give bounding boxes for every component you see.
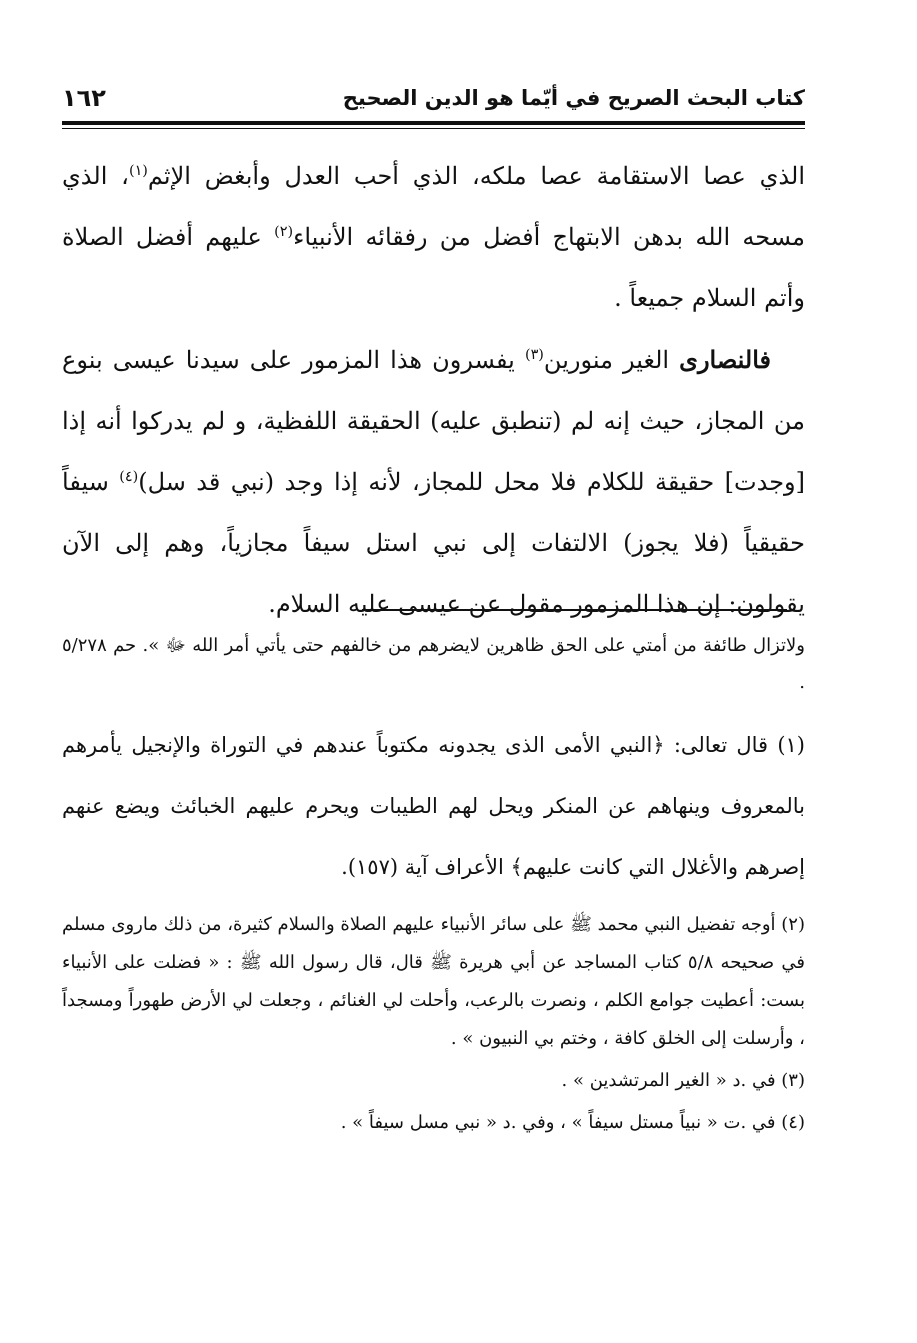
book-title: كتاب البحث الصريح في أيّما هو الدين الصحيح xyxy=(342,86,805,110)
page-number: ١٦٢ xyxy=(62,84,106,112)
footnote-ref-3: (٣) xyxy=(524,347,544,363)
paragraph-2 xyxy=(62,329,805,635)
footnote-3: (٣) في .د « الغير المرتشدين » . xyxy=(561,1070,805,1091)
paragraph-1 xyxy=(62,146,805,329)
footnote-2: (٢) أوجه تفضيل النبي محمد ﷺ على سائر الأنبياء عليهم الصلاة والسلام كثيرة، من ذلك ماروى مسلم في صحيحه ٥/٨ كتاب المساجد عن أبي هريرة ﷺ قال، قال رسول الله ﷺ : « فضلت على الأنبياء بست: أعطيت جوامع الكلم ، ونصرت بالرعب، وأحلت لي الغنائم ، وجعلت لي الأرض طهوراً ومسجداً ، وأرسلت إلى الخلق كافة ، وختم بي النبيون » . xyxy=(62,914,805,1049)
paragraph-2-text-c: سيفاً حقيقياً (فلا يجوز) الالتفات إلى نبي استل سيفاً مجازياً، وهم إلى الآن يقولون: إن هذا المزمور مقول عن عيسى عليه السلام. xyxy=(62,468,805,618)
paragraph-1-text-b: ، الذي مسحه الله بدهن الابتهاج أفضل من رفقائه الأنبياء xyxy=(62,162,805,251)
paragraph-2-text-b: يفسرون هذا المزمور على سيدنا عيسى بنوع من المجاز، حيث إنه لم (تنطبق عليه) الحقيقة اللفظية، و لم يدركوا أنه إذا [وجدت] حقيقة للكلام فلا محل للمجاز، لأنه إذا وجد (نبي قد سل) xyxy=(62,346,805,496)
header-rule-thin xyxy=(62,128,805,129)
paragraph-1-text-a: الذي عصا الاستقامة عصا ملكه، الذي أحب العدل وأبغض الإثم xyxy=(147,162,805,190)
footnote-continuation: ولاتزال طائفة من أمتي على الحق ظاهرين لايضرهم من خالفهم حتى يأتي أمر الله ﷻ ». حم ٥/٢٧٨ . xyxy=(62,635,805,693)
paragraph-2-text-a: الغير منورين xyxy=(543,346,680,374)
main-text xyxy=(62,146,805,635)
paragraph-1-text-c: عليهم أفضل الصلاة وأتم السلام جميعاً . xyxy=(62,223,805,312)
running-header xyxy=(62,84,805,118)
footnote-ref-2: (٢) xyxy=(274,224,294,240)
footnote-ref-4: (٤) xyxy=(119,469,139,485)
paragraph-2-lead-word: فالنصارى xyxy=(679,345,772,374)
footnote-4: (٤) في .ت « نبياً مستل سيفاً » ، وفي .د « نبي مسل سيفاً » . xyxy=(340,1112,805,1133)
footnotes xyxy=(62,627,805,1142)
footnote-ref-1: (١) xyxy=(128,163,148,179)
footnote-separator xyxy=(362,609,787,611)
footnote-1: (١) قال تعالى: ﴿النبي الأمى الذى يجدونه مكتوباً عندهم في التوراة والإنجيل يأمرهم بالمعروف وينهاهم عن المنكر ويحل لهم الطيبات ويحرم عليهم الخبائث ويضع عنهم إصرهم والأغلال التي كانت عليهم﴾ الأعراف آية (١٥٧). xyxy=(62,733,805,879)
header-rule-thick xyxy=(62,121,805,125)
